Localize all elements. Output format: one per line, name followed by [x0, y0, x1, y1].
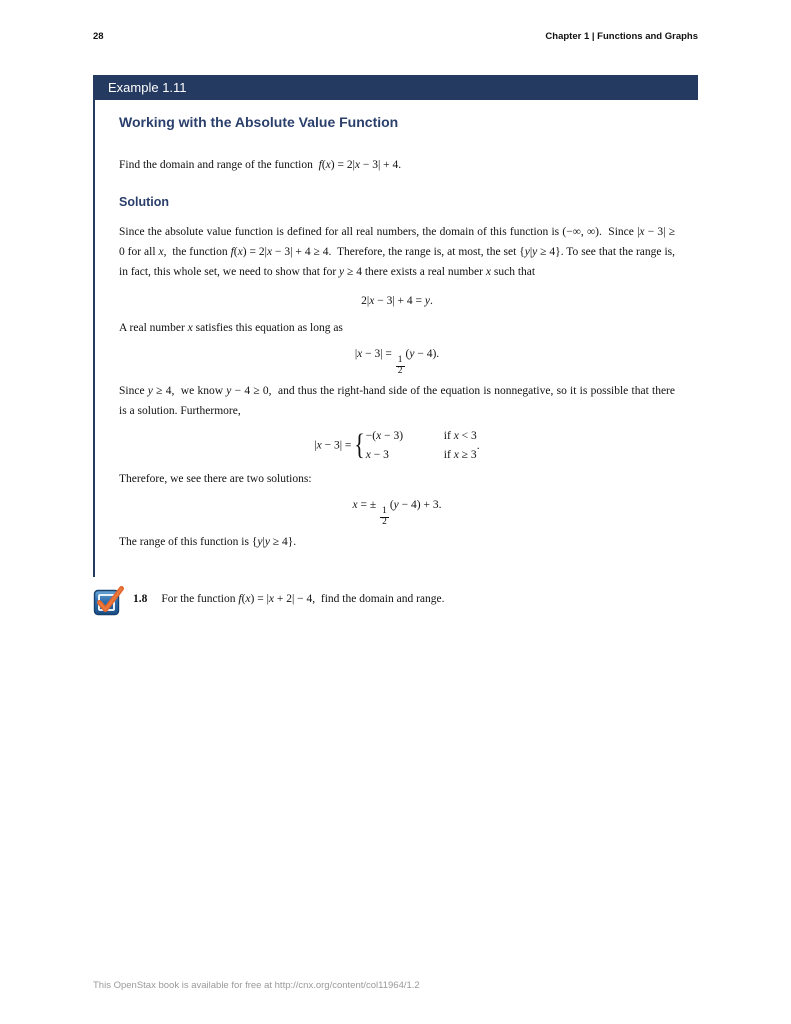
checkpoint-text: For the function f(x) = |x + 2| − 4, find the domain and range. — [161, 593, 445, 605]
equation-2: |x − 3| = $\frac{1}{2}$ (y − 4). — [354, 348, 440, 377]
checkpoint-1-8 — [93, 585, 444, 616]
solution-paragraph-5: The range of this function is {y|y ≥ 4}. — [119, 535, 297, 548]
equation-1: 2|x − 3| + 4 = y. — [361, 295, 433, 307]
example-title: Working with the Absolute Value Function — [119, 114, 399, 130]
checkpoint-body — [133, 585, 444, 609]
example-problem-statement: Find the domain and range of the function f(x) = 2|x − 3| + 4. — [119, 159, 402, 171]
example-left-rule — [93, 100, 95, 577]
solution-paragraph-3: Since y ≥ 4, we know y − 4 ≥ 0, and thus the right-hand side of the equation is nonnegative, so it is possible that there is a solution. Furthermore, — [119, 384, 675, 417]
page-number: 28 — [93, 31, 104, 42]
example-banner-label: Example 1.11 — [108, 80, 187, 95]
running-header — [93, 31, 698, 42]
equation-4: x = ± $\frac{1}{2}$ (y − 4) + 3. — [352, 498, 442, 528]
checkpoint-checkbox-icon — [93, 585, 124, 616]
chapter-header: Chapter 1 | Functions and Graphs — [545, 31, 698, 42]
footer-availability-note: This OpenStax book is available for free at http://cnx.org/content/col11964/1.2 — [93, 980, 420, 991]
solution-paragraph-4: Therefore, we see there are two solutions: — [119, 472, 312, 485]
solution-paragraph-1: Since the absolute value function is defined for all real numbers, the domain of this function is (−∞, ∞). Since |x − 3| ≥ 0 for all x, the function f(x) = 2|x − 3| + 4 ≥ 4. Therefore, the range is, at most, the set {y|y ≥ 4}. To see that the range is, in fact, this whole set, we need to show that for y ≥ 4 there exists a real number x such that — [119, 226, 676, 278]
checkpoint-number: 1.8 — [133, 593, 148, 605]
solution-paragraph-2: A real number x satisfies this equation as long as — [119, 322, 343, 334]
solution-heading: Solution — [119, 195, 169, 209]
equation-3-piecewise: |x − 3| = { −(x − 3) if x < 3 x − 3 if x ≥ 3 . — [314, 428, 480, 461]
example-banner — [93, 75, 698, 100]
example-content — [119, 110, 675, 552]
